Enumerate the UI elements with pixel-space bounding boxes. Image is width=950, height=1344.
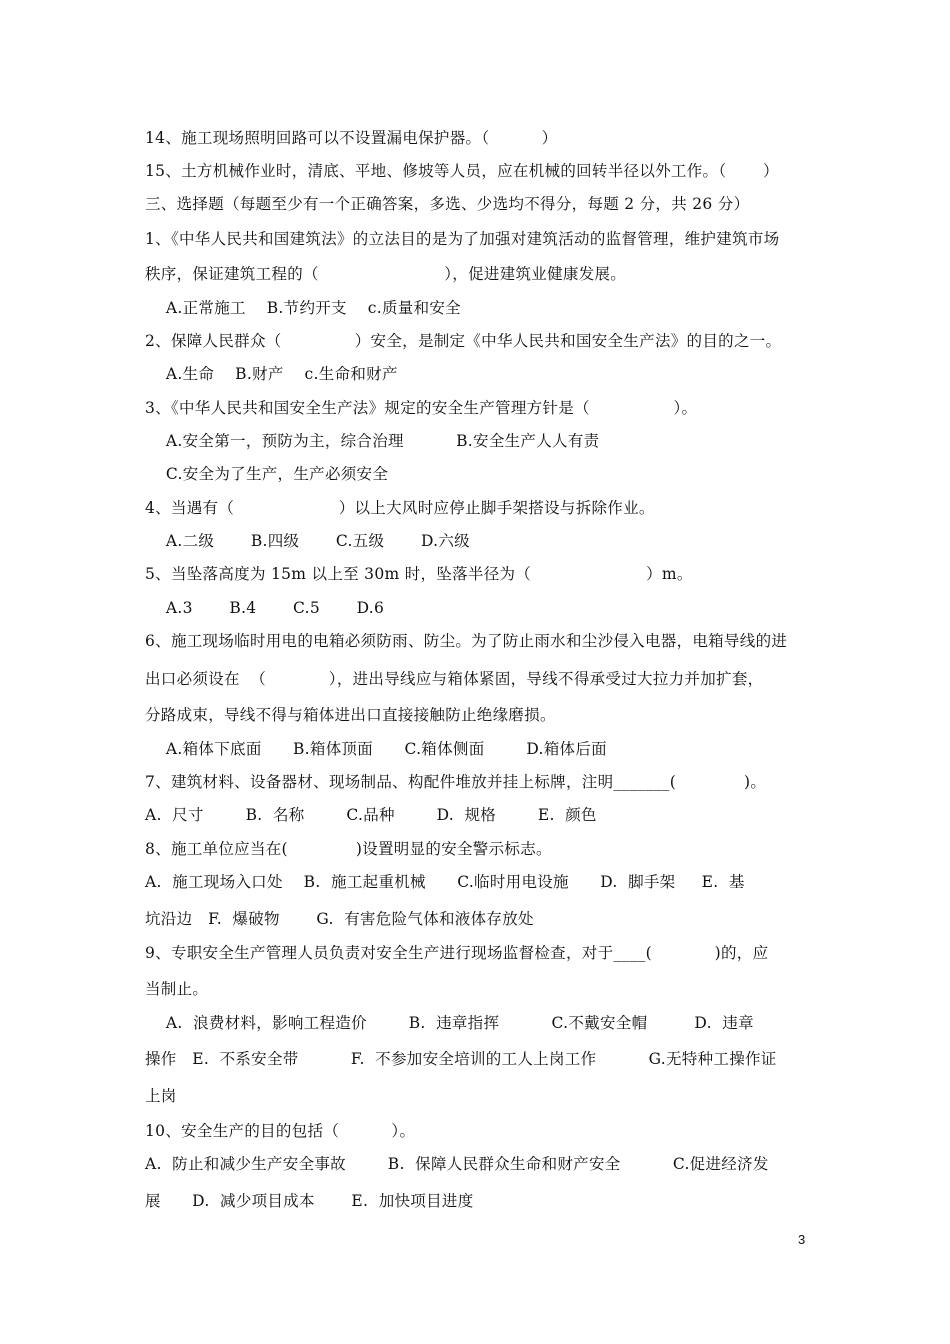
options-line: A. 施工现场入口处 B. 施工起重机械 C.临时用电设施 D. 脚手架 E. 基 — [145, 873, 745, 891]
page-number: 3 — [798, 1232, 806, 1247]
options-line: A. 浪费材料，影响工程造价 B. 违章指挥 C.不戴安全帽 D. 违章 — [145, 1014, 754, 1032]
options-line: A.3 B.4 C.5 D.6 — [145, 599, 385, 617]
question-text: 9、专职安全生产管理人员负责对安全生产进行现场监督检查，对于____( )的，应 — [145, 944, 769, 962]
options-line: A. 尺寸 B. 名称 C.品种 D. 规格 E. 颜色 — [145, 806, 597, 824]
question-text: 分路成束，导线不得与箱体进出口直接接触防止绝缘磨损。 — [145, 706, 556, 724]
options-line: 上岗 — [145, 1087, 177, 1105]
options-line: A. 防止和减少生产安全事故 B. 保障人民群众生命和财产安全 C.促进经济发 — [145, 1155, 769, 1173]
options-line: A.二级 B.四级 C.五级 D.六级 — [145, 532, 470, 550]
options-line: A.箱体下底面 B.箱体顶面 C.箱体侧面 D.箱体后面 — [145, 740, 607, 758]
question-text: 当制止。 — [145, 980, 209, 998]
options-line: A.生命 B.财产 c.生命和财产 — [145, 365, 398, 383]
question-text: 3、《中华人民共和国安全生产法》规定的安全生产管理方针是（ ）。 — [145, 399, 698, 417]
question-14: 14、施工现场照明回路可以不设置漏电保护器。（ ） — [145, 129, 558, 147]
options-line: A.正常施工 B.节约开支 c.质量和安全 — [145, 299, 461, 317]
question-text: 8、施工单位应当在( )设置明显的安全警示标志。 — [145, 840, 552, 858]
options-line: 展 D. 减少项目成本 E. 加快项目进度 — [145, 1192, 474, 1210]
question-text: 10、安全生产的目的包括（ ）。 — [145, 1122, 416, 1140]
question-text: 4、当遇有（ ）以上大风时应停止脚手架搭设与拆除作业。 — [145, 499, 655, 517]
question-text: 6、施工现场临时用电的电箱必须防雨、防尘。为了防止雨水和尘沙侵入电器，电箱导线的进 — [145, 632, 788, 650]
options-line: 坑沿边 F. 爆破物 G. 有害危险气体和液体存放处 — [145, 910, 534, 928]
options-line: A.安全第一，预防为主，综合治理 B.安全生产人人有责 — [145, 432, 600, 450]
question-text: 2、保障人民群众（ ）安全，是制定《中华人民共和国安全生产法》的目的之一。 — [145, 332, 782, 350]
section-heading: 三、选择题（每题至少有一个正确答案，多选、少选均不得分，每题 2 分，共 26 分） — [145, 195, 750, 213]
question-text: 5、当坠落高度为 15m 以上至 30m 时，坠落半径为（ ）m。 — [145, 565, 693, 583]
options-line: C.安全为了生产，生产必须安全 — [145, 465, 389, 483]
question-text: 7、建筑材料、设备器材、现场制品、构配件堆放并挂上标牌，注明_______( )。 — [145, 773, 767, 791]
question-text: 秩序，保证建筑工程的（ ），促进建筑业健康发展。 — [145, 265, 627, 283]
question-15: 15、土方机械作业时，清底、平地、修坡等人员，应在机械的回转半径以外工作。（ ） — [145, 162, 779, 180]
question-text: 出口必须设在 （ ），进出导线应与箱体紧固，导线不得承受过大拉力并加扩套， — [145, 670, 764, 688]
question-text: 1、《中华人民共和国建筑法》的立法目的是为了加强对建筑活动的监督管理，维护建筑市场 — [145, 230, 780, 248]
options-line: 操作 E. 不系安全带 F. 不参加安全培训的工人上岗工作 G.无特种工操作证 — [145, 1050, 777, 1068]
